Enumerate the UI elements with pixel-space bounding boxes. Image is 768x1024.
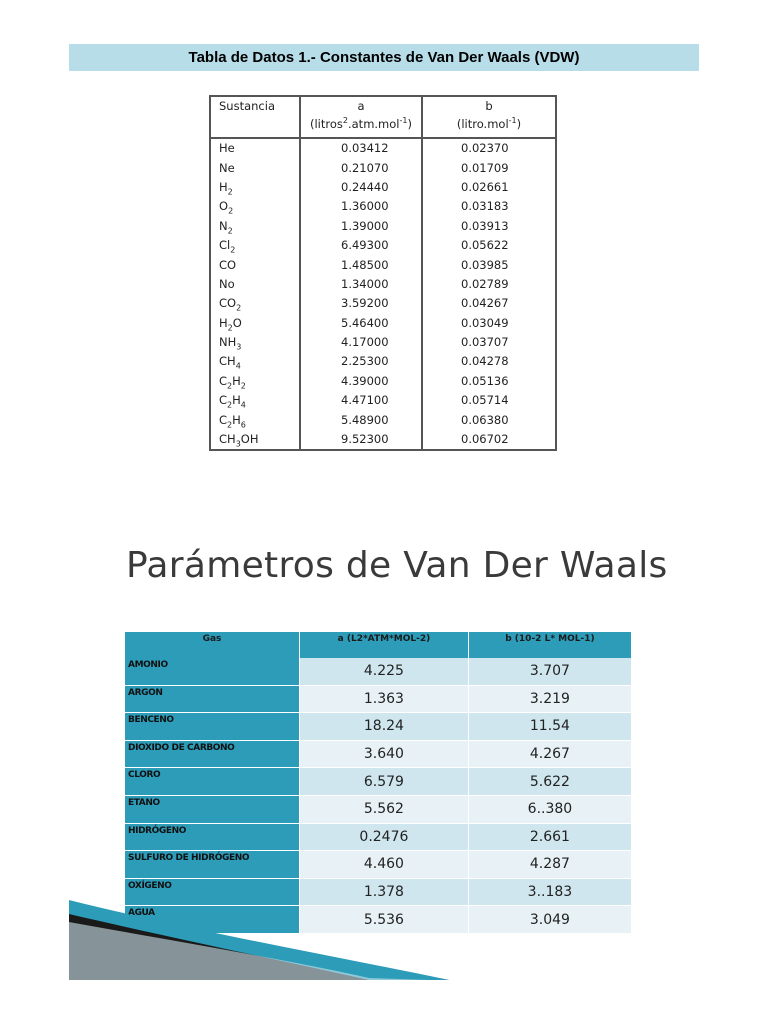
gas-name: SULFURO DE HIDRÓGENO: [125, 851, 300, 879]
constant-a-value: 5.46400: [300, 314, 422, 333]
substance-formula: $N_2$: [210, 217, 300, 236]
constant-b-value: 0.03913: [422, 217, 556, 236]
constant-b-value: 0.02789: [422, 275, 556, 294]
table1-row: [210, 275, 556, 294]
substance-formula: $H_2O$: [210, 314, 300, 333]
parameter-a-value: 4.225: [300, 658, 469, 685]
gas-name: ETANO: [125, 795, 300, 823]
table2-row: [125, 658, 632, 685]
parameter-b-value: 11.54: [468, 713, 631, 741]
table2-row: [125, 768, 632, 796]
table2-row: [125, 713, 632, 741]
substance-formula: $C_2H_4$: [210, 391, 300, 410]
parameter-b-value: 2.661: [468, 823, 631, 851]
header-a: a (litros$^2$.atm.mol$^{-1}$): [300, 96, 422, 138]
constant-a-value: 0.03412: [300, 138, 422, 158]
substance-formula: $CO_2$: [210, 294, 300, 313]
constant-a-value: 5.48900: [300, 410, 422, 429]
table2-row: [125, 740, 632, 768]
constant-a-value: 4.39000: [300, 372, 422, 391]
gas-name: CLORO: [125, 768, 300, 796]
gas-name: OXÍGENO: [125, 878, 300, 906]
parameter-b-value: 3..183: [468, 878, 631, 906]
constant-b-value: 0.02661: [422, 178, 556, 197]
constant-a-value: 4.47100: [300, 391, 422, 410]
constant-a-value: 9.52300: [300, 430, 422, 450]
table2-header-row: [125, 632, 632, 658]
parameter-b-value: 5.622: [468, 768, 631, 796]
gas-name: ARGON: [125, 685, 300, 713]
constant-b-value: 0.06702: [422, 430, 556, 450]
table1-row: [210, 217, 556, 236]
constant-b-value: 0.04278: [422, 352, 556, 371]
constant-a-value: 6.49300: [300, 236, 422, 255]
table1-row: [210, 372, 556, 391]
gas-name: AMONIO: [125, 658, 300, 685]
constant-b-value: 0.05136: [422, 372, 556, 391]
constant-b-value: 0.05714: [422, 391, 556, 410]
header-b-units: b (10-2 L* MOL-1): [468, 632, 631, 658]
vdw-constants-table-1: [209, 95, 557, 451]
substance-formula: $H_2$: [210, 178, 300, 197]
table1-row: [210, 333, 556, 352]
constant-a-value: 2.25300: [300, 352, 422, 371]
table1-row: [210, 255, 556, 274]
parameter-b-value: 6..380: [468, 795, 631, 823]
substance-formula: $C_2H_2$: [210, 372, 300, 391]
constant-a-value: 1.39000: [300, 217, 422, 236]
vdw-parameters-table-2: [125, 632, 632, 934]
parameter-a-value: 18.24: [300, 713, 469, 741]
constant-b-value: 0.06380: [422, 410, 556, 429]
table1-row: [210, 294, 556, 313]
table1-row: [210, 410, 556, 429]
parameter-a-value: 4.460: [300, 851, 469, 879]
parameter-a-value: 3.640: [300, 740, 469, 768]
constant-b-value: 0.04267: [422, 294, 556, 313]
parameter-b-value: 3.219: [468, 685, 631, 713]
constant-a-value: 1.48500: [300, 255, 422, 274]
header-gas: Gas: [125, 632, 300, 658]
table2-row: [125, 823, 632, 851]
table1-row: [210, 314, 556, 333]
table1-header-row: [210, 96, 556, 138]
parameter-a-value: 0.2476: [300, 823, 469, 851]
constant-a-value: 3.59200: [300, 294, 422, 313]
constant-a-value: 0.24440: [300, 178, 422, 197]
substance-formula: He: [210, 138, 300, 158]
table2-row: [125, 851, 632, 879]
constant-b-value: 0.03049: [422, 314, 556, 333]
substance-formula: $O_2$: [210, 197, 300, 216]
constant-a-value: 1.36000: [300, 197, 422, 216]
parameter-b-value: 3.049: [468, 906, 631, 934]
constant-b-value: 0.03707: [422, 333, 556, 352]
gas-name: HIDRÓGENO: [125, 823, 300, 851]
header-sustancia: Sustancia: [210, 96, 300, 138]
substance-formula: $Cl_2$: [210, 236, 300, 255]
constant-b-value: 0.01709: [422, 158, 556, 177]
constant-b-value: 0.05622: [422, 236, 556, 255]
constant-b-value: 0.03183: [422, 197, 556, 216]
decorative-swoosh: [69, 900, 449, 980]
gas-name: AGUA: [125, 906, 300, 934]
table1-row: [210, 430, 556, 450]
section-heading: Parámetros de Van Der Waals: [126, 545, 668, 586]
table-title-banner: Tabla de Datos 1.- Constantes de Van Der Waals (VDW): [69, 44, 699, 71]
substance-formula: CO: [210, 255, 300, 274]
gas-name: DIOXIDO DE CARBONO: [125, 740, 300, 768]
header-b: b (litro.mol$^{-1}$): [422, 96, 556, 138]
table1-row: [210, 236, 556, 255]
parameter-a-value: 1.378: [300, 878, 469, 906]
table1-row: [210, 352, 556, 371]
parameter-a-value: 5.562: [300, 795, 469, 823]
table1-row: [210, 138, 556, 158]
parameter-b-value: 4.267: [468, 740, 631, 768]
table2-row: [125, 795, 632, 823]
substance-formula: No: [210, 275, 300, 294]
substance-formula: $NH_3$: [210, 333, 300, 352]
substance-formula: Ne: [210, 158, 300, 177]
table2-row: [125, 685, 632, 713]
gas-name: BENCENO: [125, 713, 300, 741]
substance-formula: $CH_4$: [210, 352, 300, 371]
parameter-a-value: 6.579: [300, 768, 469, 796]
parameter-a-value: 1.363: [300, 685, 469, 713]
table1-row: [210, 158, 556, 177]
header-a-units: a (L2*ATM*MOL-2): [300, 632, 469, 658]
table1-row: [210, 178, 556, 197]
parameter-b-value: 3.707: [468, 658, 631, 685]
constant-a-value: 0.21070: [300, 158, 422, 177]
table1-row: [210, 197, 556, 216]
constant-a-value: 4.17000: [300, 333, 422, 352]
parameter-b-value: 4.287: [468, 851, 631, 879]
constant-b-value: 0.02370: [422, 138, 556, 158]
substance-formula: $CH_3OH$: [210, 430, 300, 450]
table1-row: [210, 391, 556, 410]
parameter-a-value: 5.536: [300, 906, 469, 934]
constant-b-value: 0.03985: [422, 255, 556, 274]
constant-a-value: 1.34000: [300, 275, 422, 294]
substance-formula: $C_2H_6$: [210, 410, 300, 429]
